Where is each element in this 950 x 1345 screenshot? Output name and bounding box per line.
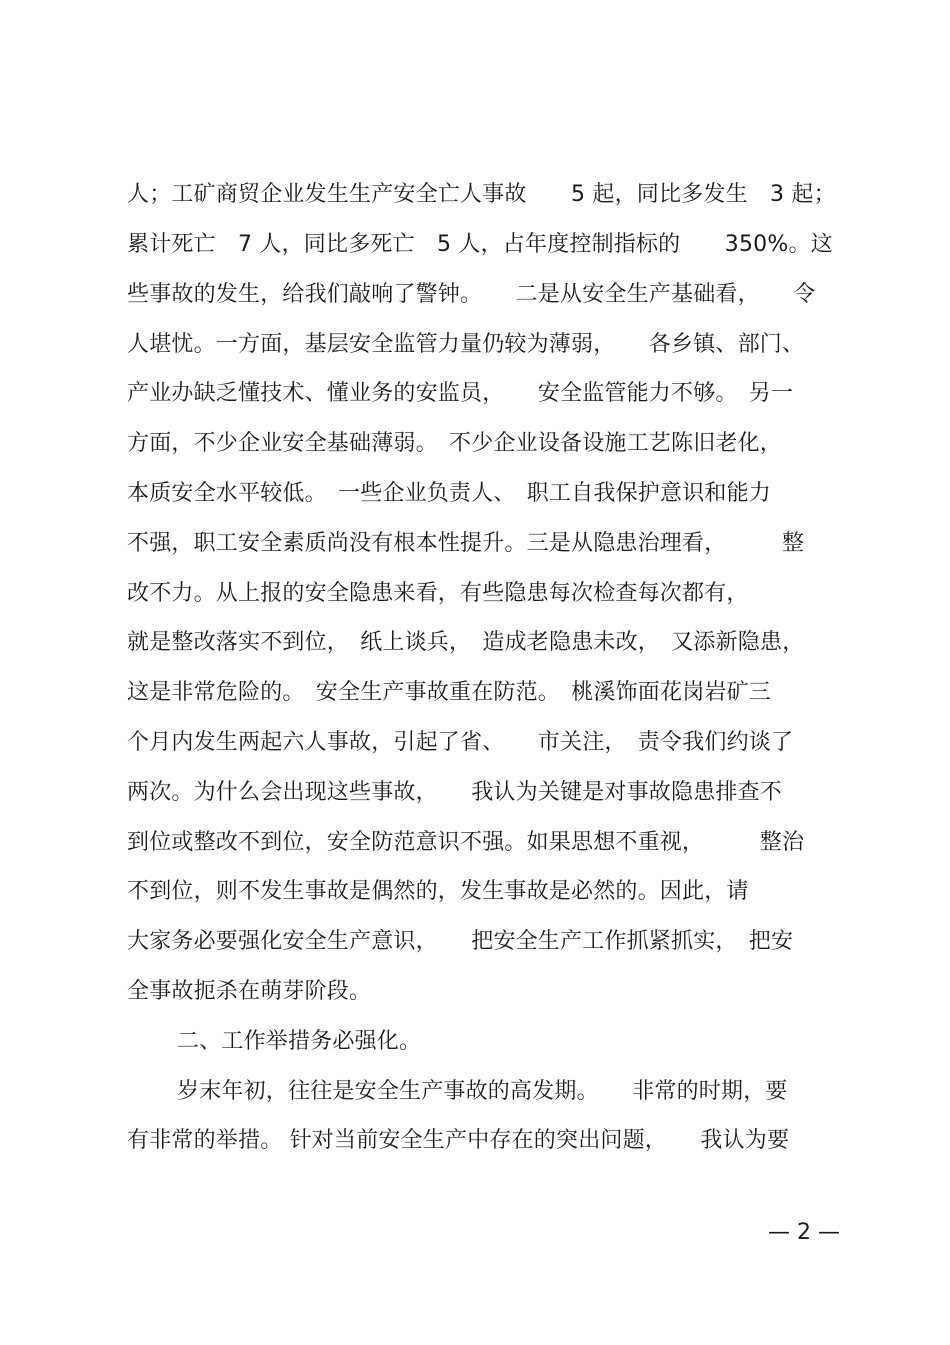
body-text-line: 人堪忧。一方面，基层安全监管力量仍较为薄弱， 各乡镇、部门、: [127, 332, 805, 357]
body-text-line: 岁末年初，往往是安全生产事故的高发期。 非常的时期，要: [177, 1079, 788, 1104]
page-number: — 2 —: [768, 1220, 840, 1245]
body-text-line: 就是整改落实不到位， 纸上谈兵， 造成老隐患未改， 又添新隐患，: [127, 630, 805, 655]
body-text-line: 到位或整改不到位，安全防范意识不强。如果思想不重视， 整治: [127, 830, 805, 855]
body-text-line: 全事故扼杀在萌芽阶段。: [127, 979, 372, 1004]
body-text-line: 产业办缺乏懂技术、懂业务的安监员， 安全监管能力不够。 另一: [127, 381, 794, 406]
body-text-line: 人；工矿商贸企业发生生产安全亡人事故 5 起，同比多发生 3 起；: [127, 182, 836, 207]
body-text-line: 累计死亡 7 人，同比多死亡 5 人，占年度控制指标的 350%。这: [127, 232, 833, 257]
body-text-line: 个月内发生两起六人事故，引起了省、 市关注， 责令我们约谈了: [127, 730, 794, 755]
body-text-line: 改不力。从上报的安全隐患来看，有些隐患每次检查每次都有，: [127, 581, 749, 606]
body-text-line: 不强，职工安全素质尚没有根本性提升。三是从隐患治理看， 整: [127, 531, 805, 556]
body-text-line: 本质安全水平较低。 一些企业负责人、 职工自我保护意识和能力: [127, 481, 772, 506]
section-heading: 二、工作举措务必强化。: [177, 1029, 422, 1054]
body-text-line: 不到位，则不发生事故是偶然的，发生事故是必然的。因此，请: [127, 879, 749, 904]
body-text-line: 方面，不少企业安全基础薄弱。 不少企业设备设施工艺陈旧老化，: [127, 431, 783, 456]
body-text-line: 有非常的举措。 针对当前安全生产中存在的突出问题， 我认为要: [127, 1128, 790, 1153]
body-text-line: 两次。为什么会出现这些事故， 我认为关键是对事故隐患排查不: [127, 780, 783, 805]
body-text-line: 这是非常危险的。 安全生产事故重在防范。 桃溪饰面花岗岩矿三: [127, 680, 772, 705]
body-text-line: 些事故的发生，给我们敲响了警钟。 二是从安全生产基础看， 令: [127, 282, 816, 307]
body-text-line: 大家务必要强化安全生产意识， 把安全生产工作抓紧抓实， 把安: [127, 929, 794, 954]
